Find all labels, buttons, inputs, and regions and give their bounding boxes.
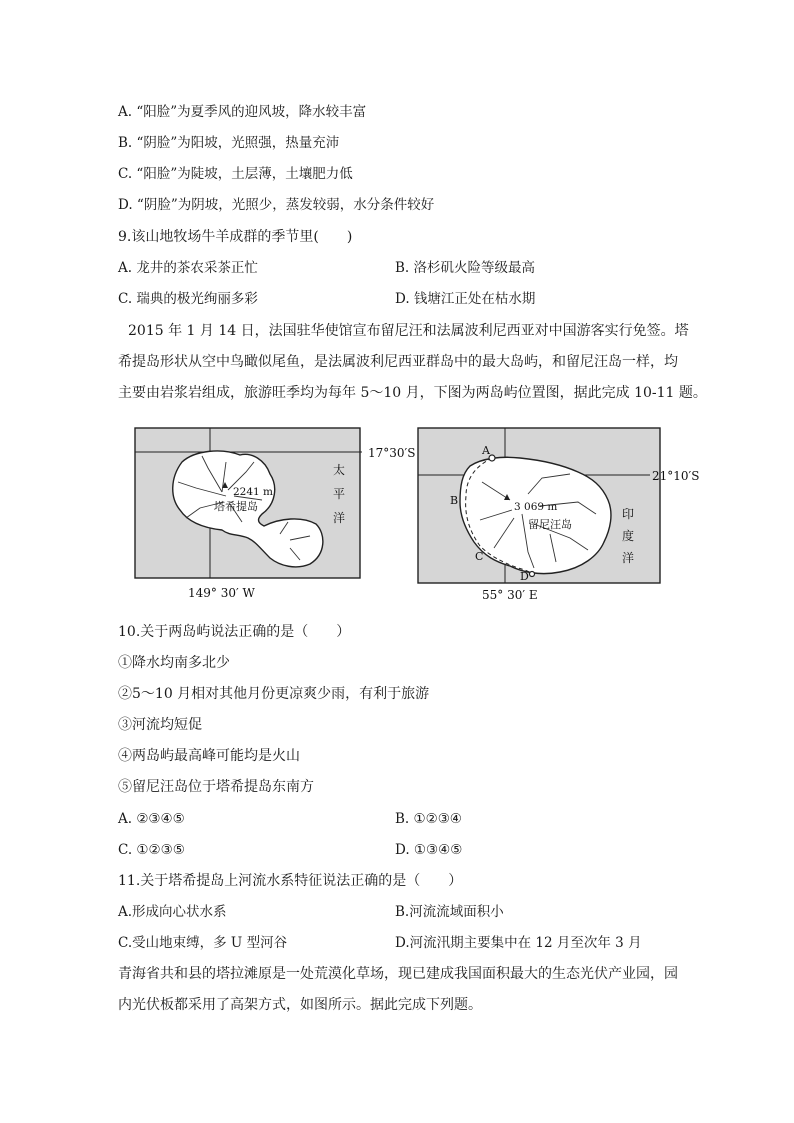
passage1-line2: 希提岛形状从空中鸟瞰似尾鱼，是法属波利尼西亚群岛中的最大岛屿，和留尼汪岛一样，均: [118, 354, 678, 370]
indian-ocean-char1: 印: [622, 507, 635, 521]
q10-option-c: C. ①②③⑤: [118, 842, 185, 858]
passage1-line1: 2015 年 1 月 14 日，法国驻华使馆宣布留尼汪和法属波利尼西亚对中国游客实行免签。塔: [128, 323, 689, 339]
pacific-ocean-char1: 太: [333, 463, 346, 477]
q9-option-d: D. 钱塘江正处在枯水期: [395, 291, 536, 307]
point-b-label: B: [450, 494, 459, 507]
q10-statement-1: ①降水均南多北少: [118, 655, 230, 671]
q11-option-a: A.形成向心状水系: [118, 904, 227, 920]
passage1-line3: 主要由岩浆岩组成，旅游旺季均为每年 5～10 月，下图为两岛屿位置图，据此完成 10-11 题。: [118, 385, 707, 401]
passage2-line2: 内光伏板都采用了高架方式，如图所示。据此完成下列题。: [118, 997, 482, 1013]
reunion-map: [418, 428, 699, 602]
tahiti-map: [135, 428, 415, 600]
q9-option-a: A. 龙井的茶农采茶正忙: [118, 260, 258, 276]
point-c-label: C: [475, 550, 484, 563]
q10-statement-3: ③河流均短促: [118, 717, 202, 733]
q8-option-d: D. “阴脸”为阴坡，光照少，蒸发较弱，水分条件较好: [118, 197, 435, 213]
island-location-maps: [130, 422, 710, 607]
reunion-longitude-label: 55° 30′ E: [482, 588, 538, 602]
tahiti-latitude-label: 17°30′S: [368, 446, 416, 460]
q10-statement-5: ⑤留尼汪岛位于塔希提岛东南方: [118, 779, 314, 795]
passage2-line1: 青海省共和县的塔拉滩原是一处荒漠化草场，现已建成我国面积最大的生态光伏产业园，园: [118, 966, 678, 982]
q11-option-c: C.受山地束缚，多 U 型河谷: [118, 935, 288, 951]
point-d-marker: [530, 572, 535, 577]
q11-option-d: D.河流汛期主要集中在 12 月至次年 3 月: [395, 935, 642, 951]
pacific-ocean-char3: 洋: [333, 511, 346, 525]
q8-option-a: A. “阳脸”为夏季风的迎风坡，降水较丰富: [118, 104, 367, 120]
q9-option-b: B. 洛杉矶火险等级最高: [395, 260, 536, 276]
q11-stem: 11.关于塔希提岛上河流水系特征说法正确的是（ ）: [118, 873, 463, 889]
reunion-peak-label: 3 069 m: [514, 501, 558, 513]
reunion-island-label: 留尼汪岛: [528, 518, 572, 531]
q9-option-c: C. 瑞典的极光绚丽多彩: [118, 291, 258, 307]
point-d-label: D: [520, 570, 529, 583]
q10-option-d: D. ①③④⑤: [395, 842, 463, 858]
reunion-latitude-label: 21°10′S: [652, 469, 700, 483]
q10-stem: 10.关于两岛屿说法正确的是（ ）: [118, 624, 351, 640]
tahiti-peak-label: 2241 m: [233, 486, 274, 498]
q10-statement-2: ②5～10 月相对其他月份更凉爽少雨，有利于旅游: [118, 686, 430, 702]
q8-option-b: B. “阴脸”为阳坡，光照强，热量充沛: [118, 135, 340, 151]
q8-option-c: C. “阳脸”为陡坡，土层薄，土壤肥力低: [118, 166, 353, 182]
indian-ocean-char2: 度: [622, 529, 635, 543]
tahiti-island-label: 塔希提岛: [214, 500, 258, 513]
q10-statement-4: ④两岛屿最高峰可能均是火山: [118, 748, 300, 764]
tahiti-longitude-label: 149° 30′ W: [188, 586, 255, 600]
q11-option-b: B.河流流域面积小: [395, 904, 504, 920]
q10-option-b: B. ①②③④: [395, 811, 462, 827]
point-a-label: A: [482, 444, 490, 457]
pacific-ocean-char2: 平: [333, 487, 346, 501]
q10-option-a: A. ②③④⑤: [118, 811, 185, 827]
q9-stem: 9.该山地牧场牛羊成群的季节里( ): [118, 229, 353, 245]
indian-ocean-char3: 洋: [622, 551, 635, 565]
